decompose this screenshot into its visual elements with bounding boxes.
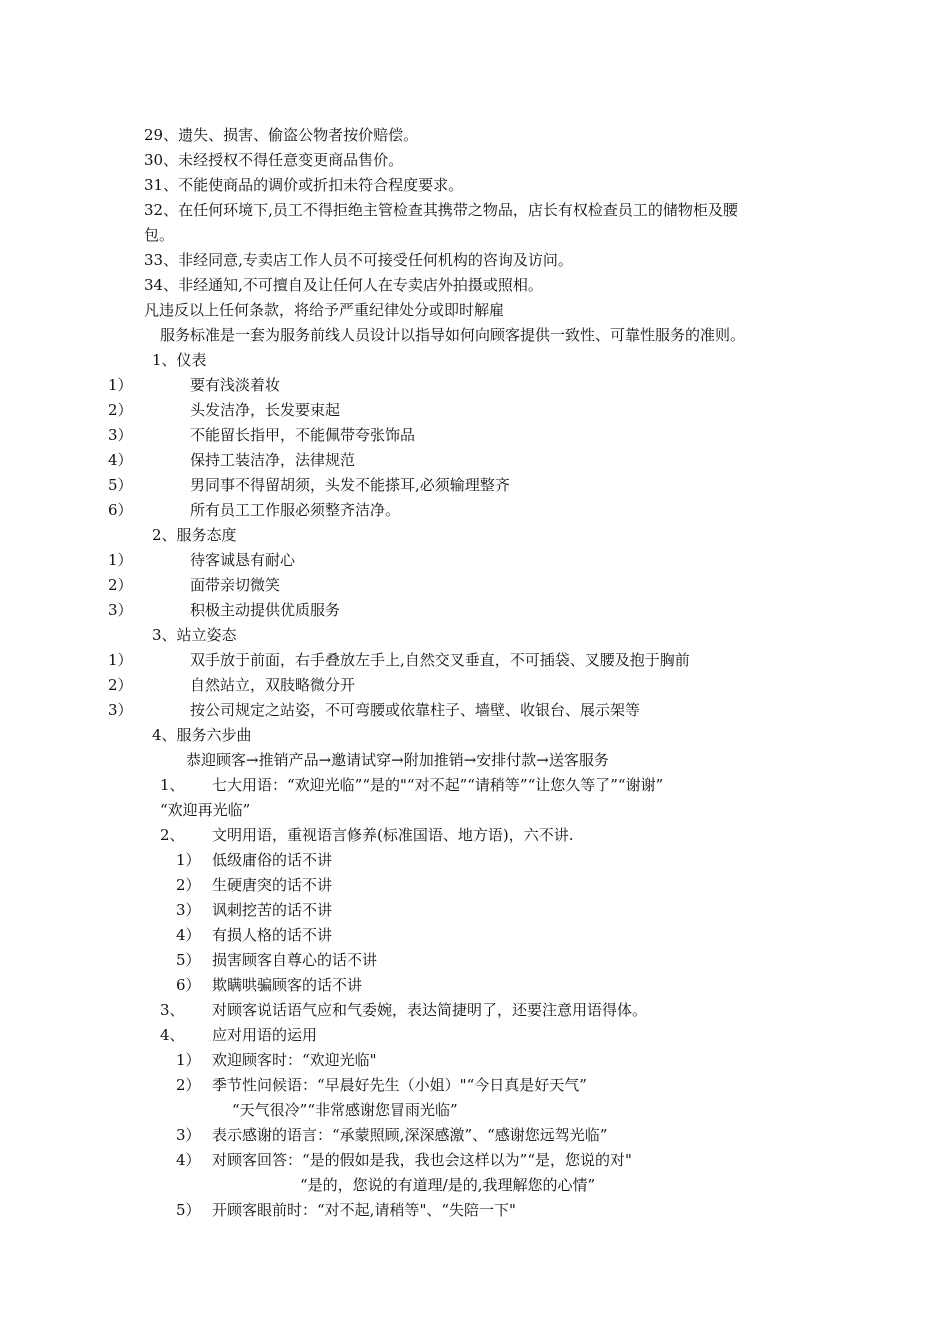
list-item: 头发洁净，长发要束起 (190, 401, 341, 419)
list-item: 不能留长指甲，不能佩带夸张饰品 (190, 426, 416, 444)
list-number: 1） (108, 376, 133, 394)
list-item: 男同事不得留胡须，头发不能搽耳,必须输理整齐 (190, 476, 510, 494)
list-item: 有损人格的话不讲 (212, 926, 333, 944)
list-item: 要有浅淡着妆 (190, 376, 281, 394)
response-phrases: 应对用语的运用 (212, 1026, 318, 1044)
list-number: 6） (108, 501, 133, 519)
civil-language: 文明用语，重视语言修养(标准国语、地方语)，六不讲. (212, 826, 574, 844)
list-number: 4） (108, 451, 133, 469)
section-heading-appearance: 1、仪表 (152, 351, 207, 369)
list-number: 1） (176, 1051, 201, 1069)
list-item: 面带亲切微笑 (190, 576, 281, 594)
list-number: 3） (176, 901, 201, 919)
list-item: 双手放于前面，右手叠放左手上,自然交叉垂直，不可插袋、叉腰及抱于胸前 (190, 651, 690, 669)
seven-phrases: 七大用语：“欢迎光临”“是的"“对不起”“请稍等”“让您久等了”“谢谢” (212, 776, 664, 794)
list-item: 欺瞒哄骗顾客的话不讲 (212, 976, 363, 994)
list-item-continued: “是的，您说的有道理/是的,我理解您的心情” (300, 1176, 596, 1194)
list-number: 3） (108, 601, 133, 619)
service-standard-intro: 服务标准是一套为服务前线人员设计以指导如何向顾客提供一致性、可靠性服务的准则。 (160, 326, 746, 344)
tone-guideline: 对顾客说话语气应和气委婉，表达简捷明了，还要注意用语得体。 (212, 1001, 648, 1019)
list-number: 2） (108, 576, 133, 594)
list-number: 1） (108, 551, 133, 569)
list-number: 4） (176, 1151, 201, 1169)
rule-30: 30、未经授权不得任意变更商品售价。 (144, 151, 404, 169)
rule-34: 34、非经通知,不可擅自及让任何人在专卖店外拍摄或照相。 (144, 276, 543, 294)
list-number: 2） (176, 1076, 201, 1094)
rule-33: 33、非经同意,专卖店工作人员不可接受任何机构的咨询及访问。 (144, 251, 573, 269)
list-number: 5） (176, 1201, 201, 1219)
violation-notice: 凡违反以上任何条款，将给予严重纪律处分或即时解雇 (144, 301, 505, 319)
list-number: 5） (176, 951, 201, 969)
rule-32-continued: 包。 (144, 226, 175, 244)
list-number: 2） (176, 876, 201, 894)
list-item: 讽刺挖苦的话不讲 (212, 901, 333, 919)
list-item: 所有员工工作服必须整齐洁净。 (190, 501, 401, 519)
list-number: 4） (176, 926, 201, 944)
list-item: 低级庸俗的话不讲 (212, 851, 333, 869)
list-item: 按公司规定之站姿，不可弯腰或依靠柱子、墙壁、收银台、展示架等 (190, 701, 641, 719)
list-number: 3） (108, 701, 133, 719)
list-item: 季节性问候语：“早晨好先生（小姐）"“今日真是好天气” (212, 1076, 587, 1094)
rule-32: 32、在任何环境下,员工不得拒绝主管检查其携带之物品，店长有权检查员工的储物柜及腰 (144, 201, 738, 219)
list-number: 1、 (160, 776, 185, 794)
list-item: 保持工装洁净，法律规范 (190, 451, 356, 469)
list-item: 损害顾客自尊心的话不讲 (212, 951, 378, 969)
seven-phrases-continued: “欢迎再光临” (160, 801, 251, 819)
list-number: 5） (108, 476, 133, 494)
list-item: 积极主动提供优质服务 (190, 601, 341, 619)
list-number: 3） (176, 1126, 201, 1144)
list-number: 2） (108, 676, 133, 694)
list-item: 欢迎顾客时：“欢迎光临" (212, 1051, 377, 1069)
list-item: 自然站立，双肢略微分开 (190, 676, 356, 694)
service-flow: 恭迎顾客→推销产品→邀请试穿→附加推销→安排付款→送客服务 (186, 751, 609, 769)
list-number: 3、 (160, 1001, 185, 1019)
list-number: 1） (108, 651, 133, 669)
rule-29: 29、遗失、损害、偷盗公物者按价赔偿。 (144, 126, 419, 144)
list-number: 4、 (160, 1026, 185, 1044)
list-item: 开顾客眼前时：“对不起,请稍等"、“失陪一下" (212, 1201, 516, 1219)
rule-31: 31、不能使商品的调价或折扣未符合程度要求。 (144, 176, 464, 194)
list-item: 待客诚恳有耐心 (190, 551, 296, 569)
list-item: 表示感谢的语言：“承蒙照顾,深深感激”、“感谢您远驾光临” (212, 1126, 608, 1144)
section-heading-attitude: 2、服务态度 (152, 526, 237, 544)
list-item: 对顾客回答：“是的假如是我，我也会这样以为”“是，您说的对" (212, 1151, 632, 1169)
list-item: 生硬唐突的话不讲 (212, 876, 333, 894)
list-number: 3） (108, 426, 133, 444)
section-heading-posture: 3、站立姿态 (152, 626, 237, 644)
list-number: 1） (176, 851, 201, 869)
list-number: 2、 (160, 826, 185, 844)
list-item-continued: “天气很冷”“非常感谢您冒雨光临” (232, 1101, 458, 1119)
section-heading-six-steps: 4、服务六步曲 (152, 726, 252, 744)
list-number: 6） (176, 976, 201, 994)
list-number: 2） (108, 401, 133, 419)
